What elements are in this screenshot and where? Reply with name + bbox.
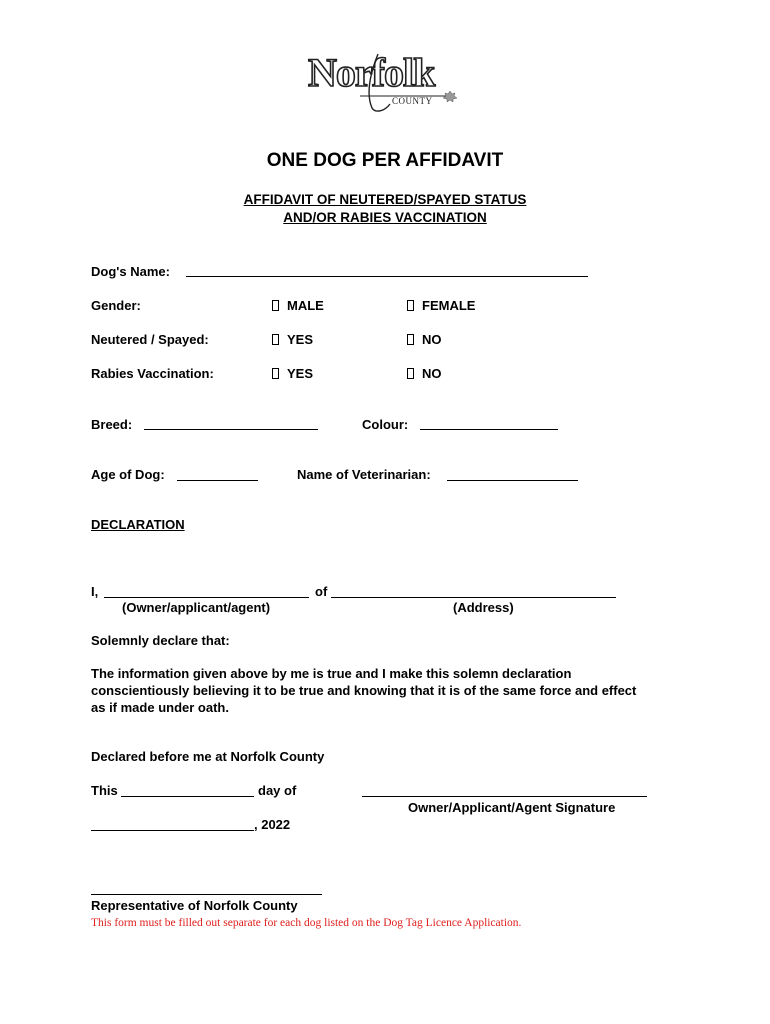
- declaration-body-line-3: as if made under oath.: [91, 700, 229, 715]
- male-label: MALE: [287, 298, 324, 313]
- neutered-yes-label: YES: [287, 332, 314, 347]
- rabies-yes-option[interactable]: [272, 366, 313, 381]
- declaration-body-line-2: conscientiously believing it to be true and knowing that it is of the same force and effect: [91, 683, 637, 698]
- signature-caption: Owner/Applicant/Agent Signature: [408, 800, 616, 815]
- page-title: ONE DOG PER AFFIDAVIT: [266, 150, 504, 171]
- rabies-yes-checkbox[interactable]: [272, 368, 279, 379]
- norfolk-logo-graphic: [300, 44, 462, 114]
- day-field[interactable]: [121, 782, 254, 797]
- rabies-label: Rabies Vaccination:: [91, 366, 214, 381]
- breed-label: Breed:: [91, 417, 133, 432]
- i-prefix: I,: [91, 584, 99, 599]
- declaration-body-line-1: The information given above by me is true and I make this solemn declaration: [91, 666, 572, 681]
- vet-field[interactable]: [447, 466, 578, 481]
- subtitle-line-1: AFFIDAVIT OF NEUTERED/SPAYED STATUS: [243, 192, 527, 207]
- colour-label: Colour:: [362, 417, 409, 432]
- footer-note: This form must be filled out separate for each dog listed on the Dog Tag Licence Application.: [91, 917, 522, 929]
- svg-text:COUNTY: COUNTY: [392, 96, 433, 106]
- rabies-no-option[interactable]: [407, 366, 442, 381]
- of-word: of: [315, 584, 328, 599]
- this-word: This: [91, 783, 118, 798]
- dog-name-field[interactable]: [186, 262, 588, 277]
- neutered-no-checkbox[interactable]: [407, 334, 414, 345]
- address-field[interactable]: [331, 583, 616, 598]
- address-caption: (Address): [453, 600, 514, 615]
- neutered-no-label: NO: [422, 332, 442, 347]
- female-option[interactable]: [407, 298, 475, 313]
- age-label: Age of Dog:: [91, 467, 165, 482]
- subtitle-line-2: AND/OR RABIES VACCINATION: [283, 210, 487, 225]
- declared-before-text: Declared before me at Norfolk County: [91, 749, 325, 764]
- neutered-label: Neutered / Spayed:: [91, 332, 209, 347]
- owner-name-field[interactable]: [104, 583, 309, 598]
- solemnly-text: Solemnly declare that:: [91, 633, 230, 648]
- declaration-heading: DECLARATION: [91, 517, 185, 532]
- rabies-no-checkbox[interactable]: [407, 368, 414, 379]
- rabies-yes-label: YES: [287, 366, 314, 381]
- age-field[interactable]: [177, 466, 258, 481]
- male-option[interactable]: [272, 298, 324, 313]
- gender-label: Gender:: [91, 298, 141, 313]
- neutered-no-option[interactable]: [407, 332, 442, 347]
- male-checkbox[interactable]: [272, 300, 279, 311]
- neutered-yes-checkbox[interactable]: [272, 334, 279, 345]
- vet-label: Name of Veterinarian:: [297, 467, 431, 482]
- representative-signature-field[interactable]: [91, 880, 322, 895]
- signature-field[interactable]: [362, 782, 647, 797]
- representative-caption: Representative of Norfolk County: [91, 898, 298, 913]
- female-checkbox[interactable]: [407, 300, 414, 311]
- year-suffix: , 2022: [254, 817, 291, 832]
- dog-name-label: Dog's Name:: [91, 264, 170, 279]
- owner-caption: (Owner/applicant/agent): [122, 600, 271, 615]
- breed-field[interactable]: [144, 415, 318, 430]
- month-field[interactable]: [91, 816, 254, 831]
- neutered-yes-option[interactable]: [272, 332, 313, 347]
- svg-text:Norfolk: Norfolk: [308, 50, 435, 95]
- female-label: FEMALE: [422, 298, 476, 313]
- rabies-no-label: NO: [422, 366, 442, 381]
- norfolk-county-logo: [300, 44, 462, 114]
- day-of-text: day of: [258, 783, 297, 798]
- colour-field[interactable]: [420, 415, 558, 430]
